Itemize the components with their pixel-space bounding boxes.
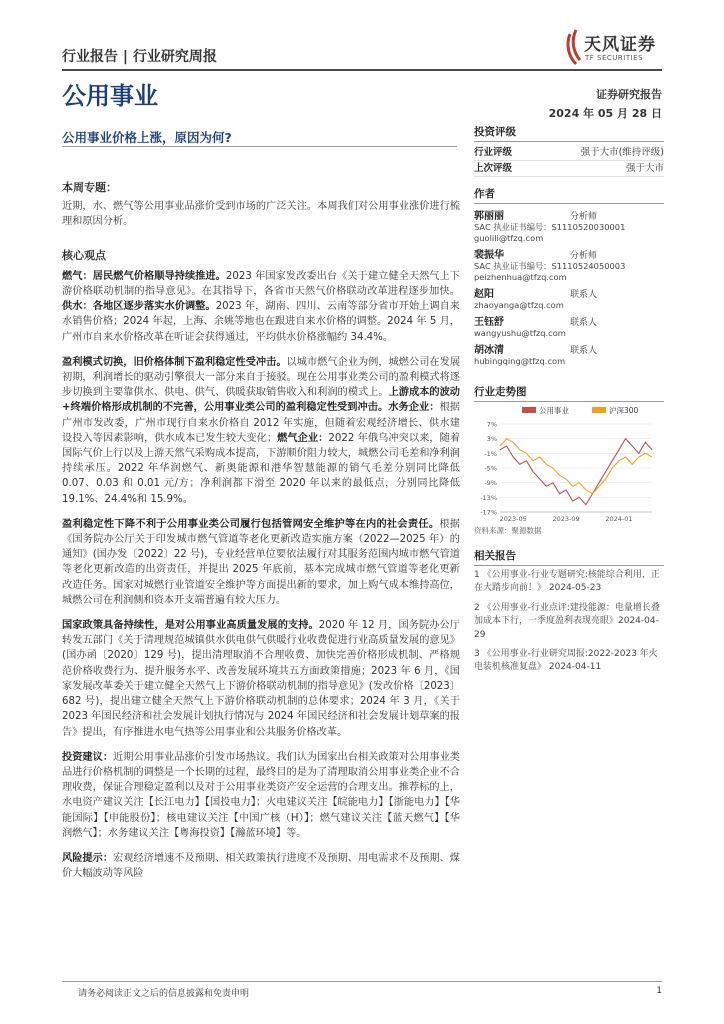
author-entry — [474, 285, 664, 311]
x-tick-label: 2023-09 — [552, 515, 580, 523]
author-email[interactable]: wangyushu@tfzq.com — [474, 328, 566, 338]
last-rating-row — [474, 161, 664, 177]
title-rule — [62, 146, 457, 147]
y-tick-label: -13% — [480, 493, 497, 502]
report-title: 公用事业价格上涨，原因为何? — [62, 130, 232, 145]
last-rating-value: 强于大市 — [625, 163, 664, 174]
footer-rule — [62, 981, 662, 982]
author-cert: SAC 执业证书编号：S1110520030001 — [474, 222, 626, 232]
x-tick-label: 2024-01 — [605, 515, 633, 523]
main-content — [62, 180, 460, 891]
hs300-series-line — [500, 439, 652, 494]
logo-en: TF SECURITIES — [585, 54, 644, 62]
sector-title: 公用事业 — [62, 82, 158, 110]
weekly-topic-text: 近期，水、燃气等公用事业品涨价受到市场的广泛关注。本周我们对公用事业涨价进行梳理和原因分析。 — [62, 201, 460, 228]
y-tick-label: 7% — [486, 420, 497, 429]
p4-bold-1: 国家政策具备持续性，是对公用事业高质量发展的支持。 — [62, 620, 319, 632]
p5-text-1: 近期公用事业品涨价引发市场热议。我们认为国家出台相关政策对公用事业类品进行价格机制的调整是一个长期的过程，最终目的是为了清理取消公用事业类企业不合理收费，保证合理稳定盈利以及对于公用事业类资产安全运营的合理支出。推荐标的上，水电资产建议关注【长江电力】【国投电力】；火电建议关注【皖能电力】【浙能电力】【华能国际】【申能股份】；核电建议关注【中国广核（H）】；燃气建议关注【蓝天燃气】【华润燃气】；水务建议关注【粤海投资】【瀚蓝环境】等。 — [62, 751, 460, 839]
y-tick-label: -5% — [484, 464, 497, 473]
author-email[interactable]: zhaoyanga@tfzq.com — [474, 300, 564, 310]
p2-bold-4: 燃气企业： — [277, 432, 329, 444]
author-role: 分析师 — [570, 212, 598, 222]
paragraph-policy — [62, 618, 460, 740]
page-number: 1 — [656, 986, 662, 996]
author-entry — [474, 341, 664, 367]
chart-source: 资料来源：聚源数据 — [474, 526, 542, 535]
author-email[interactable]: peizhenhua@tfzq.com — [474, 272, 567, 282]
paragraph-investment-advice — [62, 750, 460, 841]
p1-text-2: 2023 年，湖南、四川、云南等部分省市开始上调自来水销售价格；2024 年起，上海、余姚等地也在跟进自来水价格的调整。2024 年 5 月，广州市自来水价格改革在听证会获得通过，平均供水价格涨幅约 34.4%。 — [62, 301, 460, 343]
y-tick-label: 3% — [486, 435, 497, 444]
p6-bold-1: 风险提示： — [62, 852, 114, 864]
author-entry — [474, 207, 664, 244]
p2-text-2: 根据广州市发改委，广州市现行自来水价格自 2012 年实施，但随着宏观经济增长、供水建设投入等因素影响，供水成本已发生较大变化； — [62, 402, 460, 444]
author-name: 王钰舒 — [474, 317, 504, 328]
paragraph-gas-water — [62, 269, 460, 345]
core-heading: 核心观点 — [62, 248, 106, 262]
authors-block — [474, 186, 664, 369]
industry-rating-row — [474, 145, 664, 161]
legend-swatch — [522, 407, 536, 413]
author-role: 联系人 — [570, 290, 598, 300]
author-entry — [474, 246, 664, 283]
p4-text-1: 2020 年 12 月，国务院办公厅转发五部门《关于清理规范城镇供水供电供气供暖行业收费促进行业高质量发展的意见》(国办函〔2020〕129 号)，提出清理取消不合理收费、加快完善价格形成机制、严格规范价格收费行为、提升服务水平、改善发展环境共五方面政策措施；2023 年 6 月，《国家发展改革委关于建立健全天然气上下游价格联动机制的指导意见》(发改价格〔2023〕682 号)，提出建立健全天然气上下游价格联动机制的总体要求；2024 年 3 月，《关于 2023 年国民经济和社会发展计划执行情况与 2024 年国民经济和社会发展计划草案的报告》提出，有序推进水电气热等公用事业和公共服务价格改革。 — [62, 620, 460, 738]
logo-name: 天风证券 — [584, 35, 656, 55]
report-date: 2024 年 05 月 28 日 — [548, 107, 662, 120]
authors-heading: 作者 — [474, 186, 664, 204]
p2-text-3: 2022 年俄乌冲突以来，随着国际气价上行以及上游天然气采购成本提高，下游顺价阻力较大，城燃公司毛差和净利润持续承压。2022 年华润燃气、新奥能源和港华智慧能源的销气毛差分别同比降低 0.07、0.03 和 0.01 元/方；净利润都下滑至 2020 年以来的最低点，分别同比降低 19.1%、24.4%和 15.9%。 — [62, 432, 461, 505]
legend-label: 公用事业 — [539, 406, 569, 415]
related-reports — [474, 548, 664, 681]
trend-chart — [474, 400, 664, 538]
author-name: 赵阳 — [474, 289, 494, 300]
utility-series-line — [500, 439, 652, 505]
p1-bold-1: 燃气：居民燃气价格顺导持续推进。 — [62, 270, 226, 282]
legend-label: 沪深300 — [609, 406, 639, 415]
footer-disclaimer: 请务必阅读正文之后的信息披露和免责申明 — [78, 989, 250, 999]
author-role: 联系人 — [570, 346, 598, 356]
author-name: 裴振华 — [474, 250, 504, 261]
weekly-topic-heading: 本周专题： — [62, 181, 117, 194]
p1-bold-2: 供水：各地区逐步落实水价调整。 — [62, 301, 216, 313]
p2-bold-1: 盈利模式切换，旧价格体制下盈利稳定性受冲击。 — [62, 356, 287, 368]
y-tick-label: -1% — [484, 449, 497, 458]
legend-swatch — [592, 407, 606, 413]
author-email[interactable]: guolili@tfzq.com — [474, 233, 544, 243]
related-report-item[interactable]: 2 《公用事业-行业点评:建投能源：电量增长叠加成本下行，一季度盈利表现亮眼》2024-04-29 — [474, 602, 660, 640]
trend-heading: 行业走势图 — [474, 384, 664, 402]
author-entry — [474, 313, 664, 339]
p3-text-1: 根据《国务院办公厅关于印发城市燃气管道等老化更新改造实施方案（2022—2025 年）的通知》(国办发〔2022〕22 号)，专业经营单位要依法履行对其服务范围内城市燃气管道等老化更新改造的出资责任，并提出 2025 年底前，基本完成城市燃气管道等老化更新改造任务。国家对城燃行业管道安全维护等方面提出新的要求，加上购气成本维持高位，城燃公司在利润侧和资本开支端普遍有较大压力。 — [62, 518, 460, 606]
author-name: 郭丽丽 — [474, 211, 504, 222]
industry-rating-label: 行业评级 — [474, 147, 513, 158]
p3-bold-1: 盈利稳定性下降不利于公用事业类公司履行包括管网安全维护等在内的社会责任。 — [62, 518, 440, 530]
x-tick-label: 2023-05 — [499, 515, 527, 523]
rating-block — [474, 124, 664, 177]
paragraph-social-responsibility — [62, 517, 460, 608]
paragraph-risk — [62, 851, 460, 881]
related-report-item[interactable]: 1 《公用事业-行业专题研究:核能综合利用，正在大踏步向前！》 2024-05-23 — [474, 570, 660, 594]
related-heading: 相关报告 — [474, 548, 664, 566]
y-tick-label: -17% — [480, 508, 497, 517]
author-role: 分析师 — [570, 251, 598, 261]
p2-bold-2: 上游成本的波动+终端价格形成机制的不完善，公用事业类公司的盈利稳定性受到冲击。 — [62, 387, 460, 414]
report-category: 行业报告 | 行业研究周报 — [62, 49, 217, 65]
paragraph-profit-model — [62, 355, 460, 507]
p2-text-1: 以城市燃气企业为例，城燃公司在发展初期，利润增长的驱动引擎很大一部分来自于接驳。现在公用事业类公司的盈利模式将逐步切换到主要靠供水、供电、供气、供暖获取销售收入和利润的模式上。 — [62, 356, 461, 399]
y-tick-label: -9% — [484, 479, 497, 488]
p6-text-1: 宏观经济增速不及预期、相关政策执行进度不及预期、用电需求不及预期、煤价大幅波动等风险 — [62, 852, 460, 880]
author-role: 联系人 — [570, 318, 598, 328]
related-report-item[interactable]: 3 《公用事业-行业研究周报:2022-2023 年火电装机核准复盘》 2024-04-11 — [474, 649, 658, 673]
industry-rating-value: 强于大市(维持评级) — [580, 147, 664, 158]
author-email[interactable]: hubingqing@tfzq.com — [474, 356, 566, 366]
p1-text-1: 2023 年国家发改委出台《关于建立健全天然气上下游价格联动机制的指导意见》。在其指导下，各省市天然气价格联动改革进程逐步加快。 — [62, 270, 460, 298]
report-type: 证券研究报告 — [596, 88, 662, 101]
last-rating-label: 上次评级 — [474, 163, 513, 174]
author-name: 胡冰清 — [474, 345, 504, 356]
p2-bold-3: 水务企业： — [388, 402, 440, 414]
author-cert: SAC 执业证书编号：S1110524050003 — [474, 261, 626, 271]
p5-bold-1: 投资建议： — [62, 751, 114, 763]
rating-heading: 投资评级 — [474, 124, 664, 142]
